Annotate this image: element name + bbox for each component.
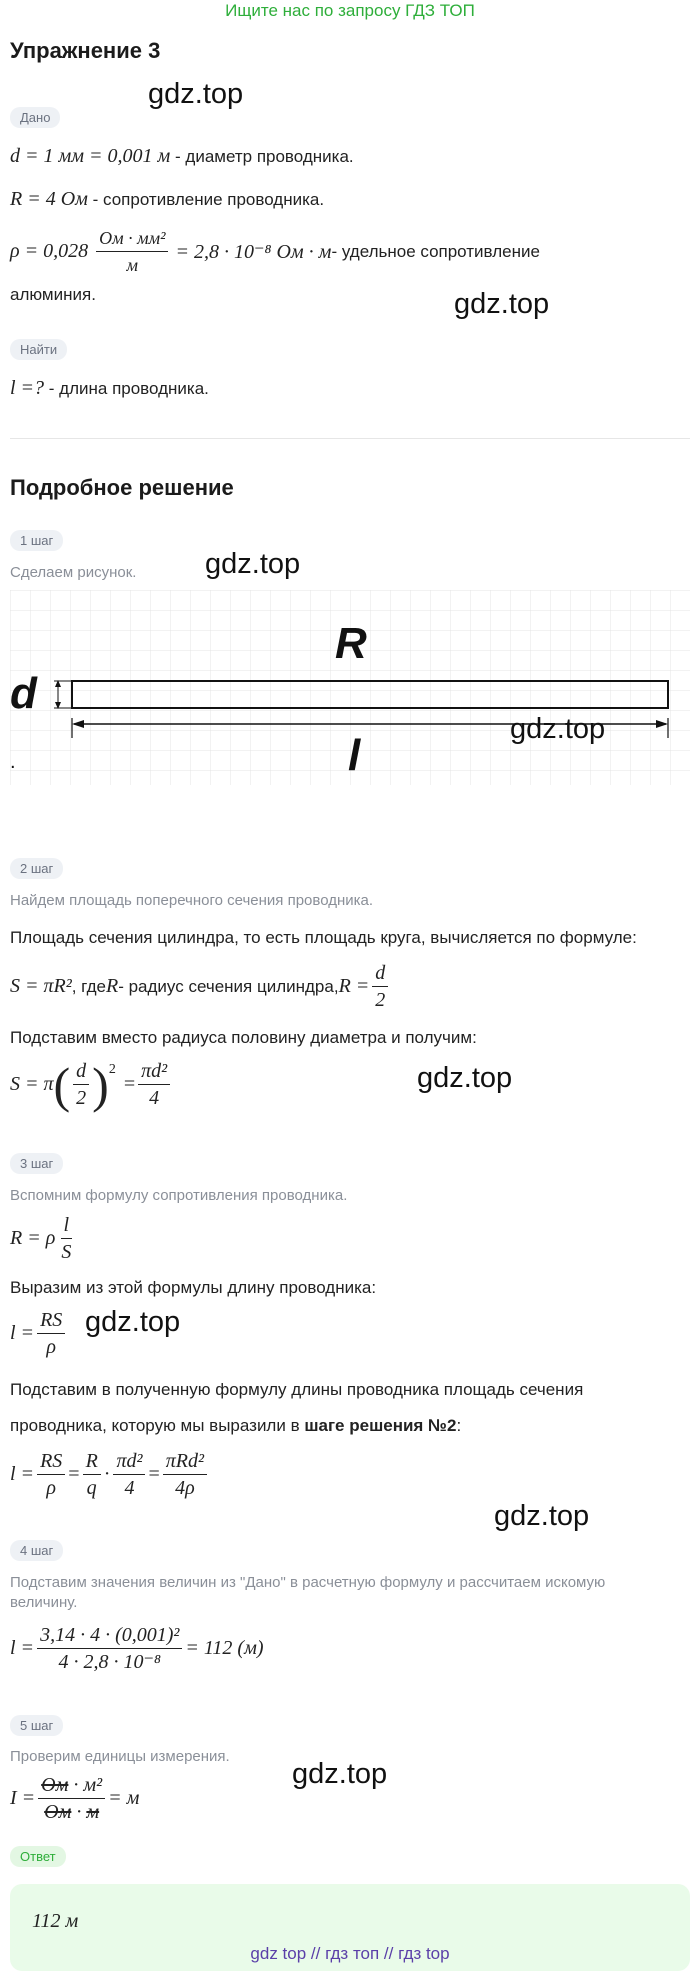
watermark: gdz.top bbox=[292, 1758, 388, 1790]
top-banner[interactable]: Ищите нас по запросу ГДЗ ТОП bbox=[225, 1, 475, 20]
solution-title: Подробное решение bbox=[10, 475, 234, 500]
given-resistance: R = 4 Ом - сопротивление проводника. bbox=[10, 188, 325, 210]
step-4-formula: l = $\frac{\text{3,14 · 4 · (0,001)²}}{\text{4 · 2,8 · 10⁻⁸}}$ = 112 (м) bbox=[10, 1624, 264, 1673]
step-3-text3: проводника, которую мы выразили в шаге решения №2: bbox=[10, 1416, 462, 1435]
given-badge: Дано bbox=[10, 107, 60, 128]
step-1-badge: 1 шаг bbox=[10, 530, 63, 551]
figure-dot: . bbox=[10, 751, 16, 773]
step-2-formula-1: S = πR² , где R - радиус сечения цилиндра, R = $\frac{d}{2}$ bbox=[10, 960, 391, 1013]
step-3-desc: Вспомним формулу сопротивления проводника. bbox=[10, 1187, 348, 1204]
step-4-badge: 4 шаг bbox=[10, 1540, 63, 1561]
step-3-formula-2: l = $\frac{RS}{\rho}$ bbox=[10, 1307, 68, 1360]
step-2-text1: Площадь сечения цилиндра, то есть площадь круга, вычисляется по формуле: bbox=[10, 928, 637, 947]
footer-links[interactable]: gdz top // гдз топ // гдз top bbox=[250, 1944, 450, 1963]
exercise-title: Упражнение 3 bbox=[10, 38, 161, 63]
answer-value: 112 м bbox=[32, 1910, 79, 1932]
answer-badge: Ответ bbox=[10, 1846, 66, 1867]
find-badge: Найти bbox=[10, 339, 67, 360]
conductor-figure bbox=[10, 590, 690, 785]
label-l: l bbox=[348, 731, 361, 780]
step-3-text1: Выразим из этой формулы длину проводника: bbox=[10, 1278, 377, 1297]
step-2-badge: 2 шаг bbox=[10, 858, 63, 879]
divider bbox=[10, 438, 690, 439]
watermark: gdz.top bbox=[494, 1500, 590, 1532]
given-diameter: d = 1 мм = 0,001 м - диаметр проводника. bbox=[10, 145, 354, 167]
watermark: gdz.top bbox=[510, 713, 606, 745]
step-2-formula-2: S = π ( $\frac{d}{2}$ ) $^2$ = $\frac{\text{πd²}}{4}$ bbox=[10, 1058, 173, 1111]
step-3-text2: Подставим в полученную формулу длины проводника площадь сечения bbox=[10, 1380, 584, 1399]
watermark: gdz.top bbox=[454, 288, 550, 320]
given-resistivity: ρ = 0,028 $\frac{\text{Ом · мм²}}{м}$ = 2,8 · 10⁻⁸ Ом · м - удельное сопротивление bbox=[10, 225, 540, 278]
step-5-formula: I = $\frac{\text{Ом · м²}}{Ом \cdot м}$ = м bbox=[10, 1774, 140, 1823]
step-5-badge: 5 шаг bbox=[10, 1715, 63, 1736]
step-5-desc: Проверим единицы измерения. bbox=[10, 1748, 230, 1765]
step-2-text2: Подставим вместо радиуса половину диаметра и получим: bbox=[10, 1028, 477, 1047]
watermark: gdz.top bbox=[148, 78, 244, 110]
label-R: R bbox=[335, 619, 367, 668]
step-4-desc-2: величину. bbox=[10, 1594, 78, 1611]
step-2-desc: Найдем площадь поперечного сечения проводника. bbox=[10, 892, 374, 909]
step-4-desc-1: Подставим значения величин из "Дано" в расчетную формулу и рассчитаем искомую bbox=[10, 1574, 606, 1591]
given-resistivity-cont: алюминия. bbox=[10, 285, 96, 304]
find-length: l =? - длина проводника. bbox=[10, 377, 209, 399]
watermark: gdz.top bbox=[205, 548, 301, 580]
step-3-formula-1: R = ρ $\frac{l}{S}$ bbox=[10, 1214, 72, 1263]
step-3-badge: 3 шаг bbox=[10, 1153, 63, 1174]
watermark: gdz.top bbox=[85, 1306, 181, 1338]
label-d: d bbox=[10, 669, 37, 718]
step-1-desc: Сделаем рисунок. bbox=[10, 564, 137, 581]
watermark: gdz.top bbox=[417, 1062, 513, 1094]
step-3-formula-3: l = $\frac{RS}{\rho}$ = $\frac{R}{q}$ · $\frac{\text{πd²}}{4}$ = $\frac{\text{πRd²}}{4\rho}$ bbox=[10, 1448, 210, 1501]
